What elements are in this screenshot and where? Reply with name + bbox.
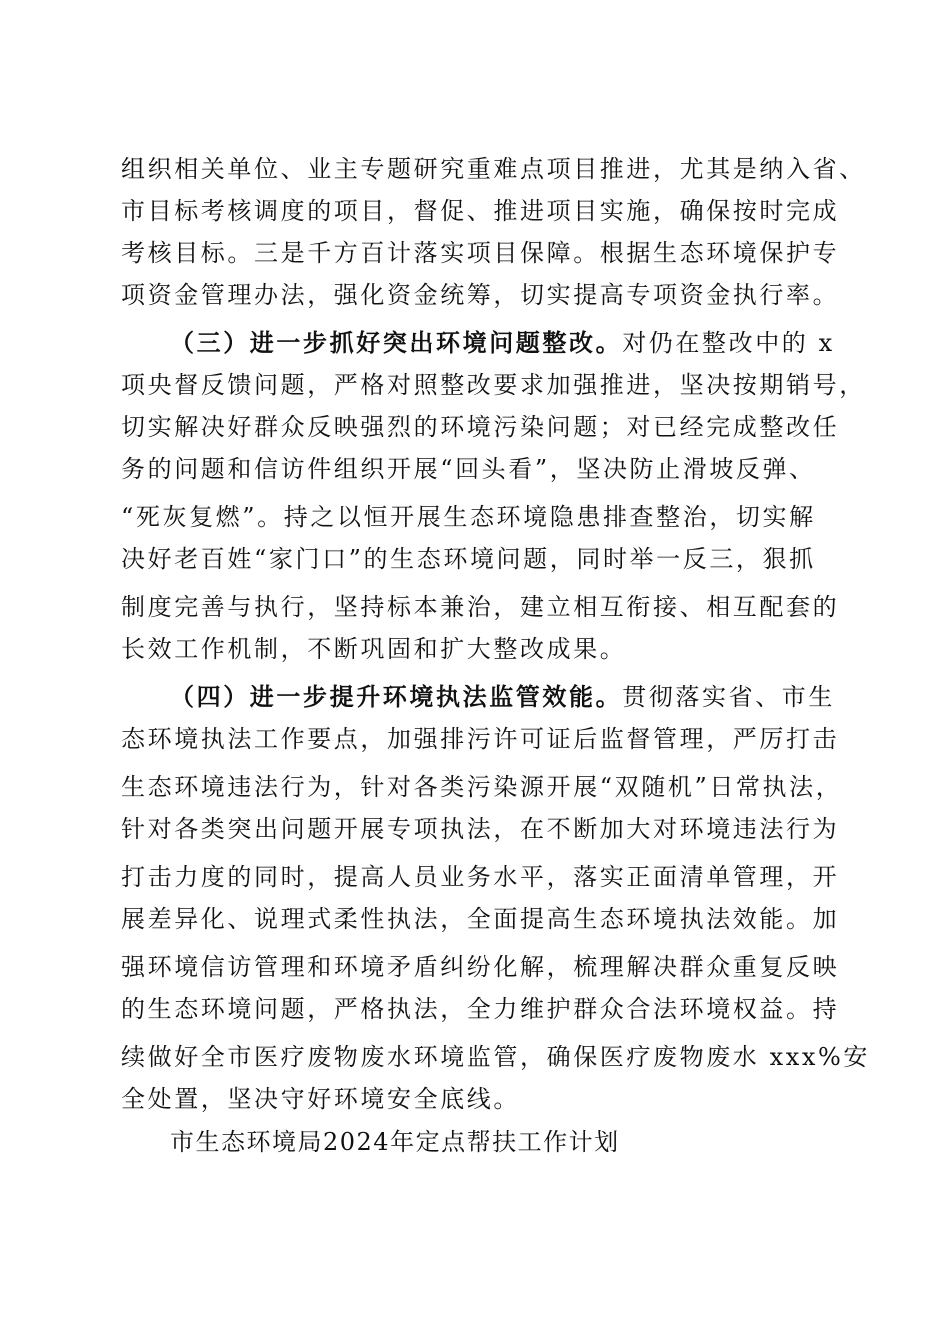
section-4-first-line xyxy=(170,677,842,717)
body-line: 制度完善与执行，坚持标本兼治，建立相互衔接、相互配套的 xyxy=(121,593,840,621)
body-line: 项央督反馈问题，严格对照整改要求加强推进，坚决按期销号， xyxy=(121,371,866,399)
section-3-heading: （三）进一步抓好突出环境问题整改。 xyxy=(170,328,623,357)
body-line: 考核目标。三是千方百计落实项目保障。根据生态环境保护专 xyxy=(121,239,840,267)
body-line: 打击力度的同时，提高人员业务水平，落实正面清单管理，开 xyxy=(121,863,840,891)
body-line: 项资金管理办法，强化资金统筹，切实提高专项资金执行率。 xyxy=(121,281,840,309)
body-line: 的生态环境问题，严格执法，全力维护群众合法环境权益。持 xyxy=(121,995,840,1023)
body-line: 生态环境违法行为，针对各类污染源开展“双随机”日常执法， xyxy=(121,773,843,801)
body-line: 长效工作机制，不断巩固和扩大整改成果。 xyxy=(121,635,627,663)
next-document-title: 市生态环境局2024年定点帮扶工作计划 xyxy=(170,1128,620,1156)
body-line: 强环境信访管理和环境矛盾纠纷化解，梳理解决群众重复反映 xyxy=(121,953,840,981)
section-3-first-line-text: 对仍在整改中的 x xyxy=(622,329,835,357)
section-3-first-line xyxy=(170,323,842,363)
body-line: 展差异化、说理式柔性执法，全面提高生态环境执法效能。加 xyxy=(121,905,840,933)
section-4-heading: （四）进一步提升环境执法监管效能。 xyxy=(170,682,623,711)
body-line: 针对各类突出问题开展专项执法，在不断加大对环境违法行为 xyxy=(121,815,840,843)
body-line: “死灰复燃”。持之以恒开展生态环境隐患排查整治，切实解 xyxy=(121,503,816,531)
body-line: 全处置，坚决守好环境安全底线。 xyxy=(121,1085,520,1113)
body-line: 市目标考核调度的项目，督促、推进项目实施，确保按时完成 xyxy=(121,197,840,225)
body-line: 决好老百姓“家门口”的生态环境问题，同时举一反三，狠抓 xyxy=(121,545,816,573)
body-line: 续做好全市医疗废物废水环境监管，确保医疗废物废水 xxx%安 xyxy=(121,1043,871,1071)
body-line: 态环境执法工作要点，加强排污许可证后监督管理，严厉打击 xyxy=(121,725,840,753)
body-line: 组织相关单位、业主专题研究重难点项目推进，尤其是纳入省、 xyxy=(121,155,866,183)
section-4-first-line-text: 贯彻落实省、市生 xyxy=(622,683,836,711)
body-line: 切实解决好群众反映强烈的环境污染问题；对已经完成整改任 xyxy=(121,413,840,441)
body-line: 务的问题和信访件组织开展“回头看”，坚决防止滑坡反弹、 xyxy=(121,455,816,483)
